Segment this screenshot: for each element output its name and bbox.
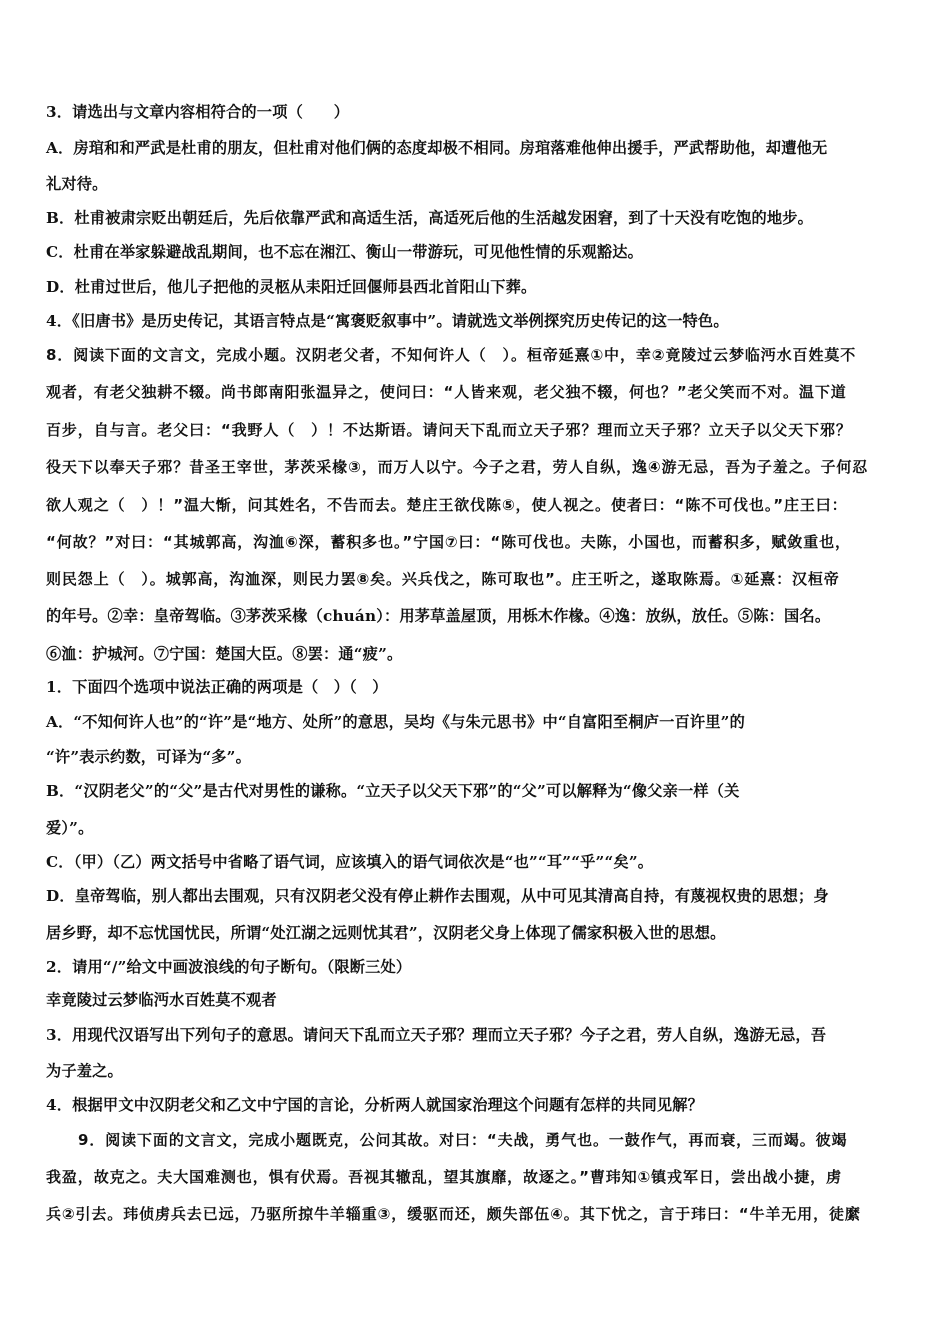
text-line: 8．阅读下面的文言文，完成小题。汉阴老父者，不知何许人（ ）。桓帝延熹①中，幸②竟陵过云梦临沔水百姓莫不 — [46, 346, 857, 364]
text-line: 居乡野，却不忘忧国忧民，所谓“处江湖之远则忧其君”，汉阴老父身上体现了儒家积极入世的思想。 — [46, 924, 726, 942]
text-line: C．（甲）（乙）两文括号中省略了语气词，应该填入的语气词依次是“也”“耳”“乎”“矣”。 — [46, 853, 654, 871]
text-line: 幸竟陵过云梦临沔水百姓莫不观者 — [46, 991, 277, 1009]
text-line: 百步，自与言。老父曰：“我野人（ ）！不达斯语。请问天下乱而立天子邪？理而立天子邪？立天子以父天下邪？ — [46, 421, 852, 439]
text-line: D．杜甫过世后，他儿子把他的灵柩从耒阳迁回偃师县西北首阳山下葬。 — [46, 278, 537, 296]
text-line: A．房琯和和严武是杜甫的朋友，但杜甫对他们俩的态度却极不相同。房琯落难他伸出援手，严武帮助他，却遭他无 — [46, 139, 828, 157]
text-line: D．皇帝驾临，别人都出去围观，只有汉阴老父没有停止耕作去围观，从中可见其清高自持，有蔑视权贵的思想；身 — [46, 887, 829, 905]
text-line: 我盈，故克之。夫大国难测也，惧有伏焉。吾视其辙乱，望其旗靡，故逐之。”曹玮知①镇戎军日，尝出战小捷，虏 — [46, 1168, 842, 1186]
text-line: 则民怨上（ ）。城郭高，沟洫深，则民力罢⑧矣。兴兵伐之，陈可取也”。庄王听之，遂取陈焉。①延熹：汉桓帝 — [46, 570, 840, 588]
text-line: 3．请选出与文章内容相符合的一项（ ） — [46, 103, 350, 121]
text-line: 1．下面四个选项中说法正确的两项是（ ）（ ） — [46, 678, 388, 696]
text-line: 3．用现代汉语写出下列句子的意思。请问天下乱而立天子邪？理而立天子邪？今子之君，劳人自纵，逸游无忌，吾 — [46, 1026, 827, 1044]
text-line: B．“汉阴老父”的“父”是古代对男性的谦称。“立天子以父天下邪”的“父”可以解释为“像父亲一样（关 — [46, 782, 740, 800]
text-line: 9．阅读下面的文言文，完成小题既克，公问其故。对曰：“夫战，勇气也。一鼓作气，再而衰，三而竭。彼竭 — [78, 1131, 848, 1149]
text-line: “何故？”对曰：“其城郭高，沟洫⑥深，蓄积多也。”宁国⑦曰：“陈可伐也。夫陈，小国也，而蓄积多，赋敛重也， — [46, 533, 851, 551]
text-line: “许”表示约数，可译为“多”。 — [46, 748, 252, 766]
text-line: 欲人观之（ ）！”温大惭，问其姓名，不告而去。楚庄王欲伐陈⑤，使人视之。使者曰：“陈不可伐也。”庄王曰： — [46, 496, 848, 514]
text-line: 4．根据甲文中汉阴老父和乙文中宁国的言论，分析两人就国家治理这个问题有怎样的共同见解？ — [46, 1096, 704, 1114]
text-line: ⑥洫：护城河。⑦宁国：楚国大臣。⑧罢：通“疲”。 — [46, 645, 403, 663]
text-line: A．“不知何许人也”的“许”是“地方、处所”的意思，吴均《与朱元思书》中“自富阳至桐庐一百许里”的 — [46, 713, 745, 731]
text-line: 爱）”。 — [46, 819, 94, 837]
text-line: 观者，有老父独耕不辍。尚书郎南阳张温异之，使问曰：“人皆来观，老父独不辍，何也？”老父笑而不对。温下道 — [46, 383, 847, 401]
text-line: 礼对待。 — [46, 175, 108, 193]
text-line: 役天下以奉天子邪？昔圣王宰世，茅茨采椽③，而万人以宁。今子之君，劳人自纵，逸④游无忌，吾为子羞之。子何忍 — [46, 458, 869, 476]
text-line: 为子羞之。 — [46, 1062, 123, 1080]
text-line: 兵②引去。玮侦虏兵去已远，乃驱所掠牛羊辎重③，缓驱而还，颇失部伍④。其下忧之，言于玮曰：“牛羊无用，徒縻 — [46, 1205, 861, 1223]
text-line: 4．《旧唐书》是历史传记，其语言特点是“寓褒贬叙事中”。请就选文举例探究历史传记的这一特色。 — [46, 312, 729, 330]
text-line: 2．请用“/”给文中画波浪线的句子断句。（限断三处） — [46, 958, 412, 976]
text-line: C．杜甫在举家躲避战乱期间，也不忘在湘江、衡山一带游玩，可见他性情的乐观豁达。 — [46, 243, 644, 261]
text-line: B．杜甫被肃宗贬出朝廷后，先后依靠严武和高适生活，高适死后他的生活越发困窘，到了十天没有吃饱的地步。 — [46, 209, 814, 227]
text-line: 的年号。②幸：皇帝驾临。③茅茨采椽（chuán）：用茅草盖屋顶，用栎木作椽。④逸：放纵，放任。⑤陈：国名。 — [46, 607, 831, 625]
